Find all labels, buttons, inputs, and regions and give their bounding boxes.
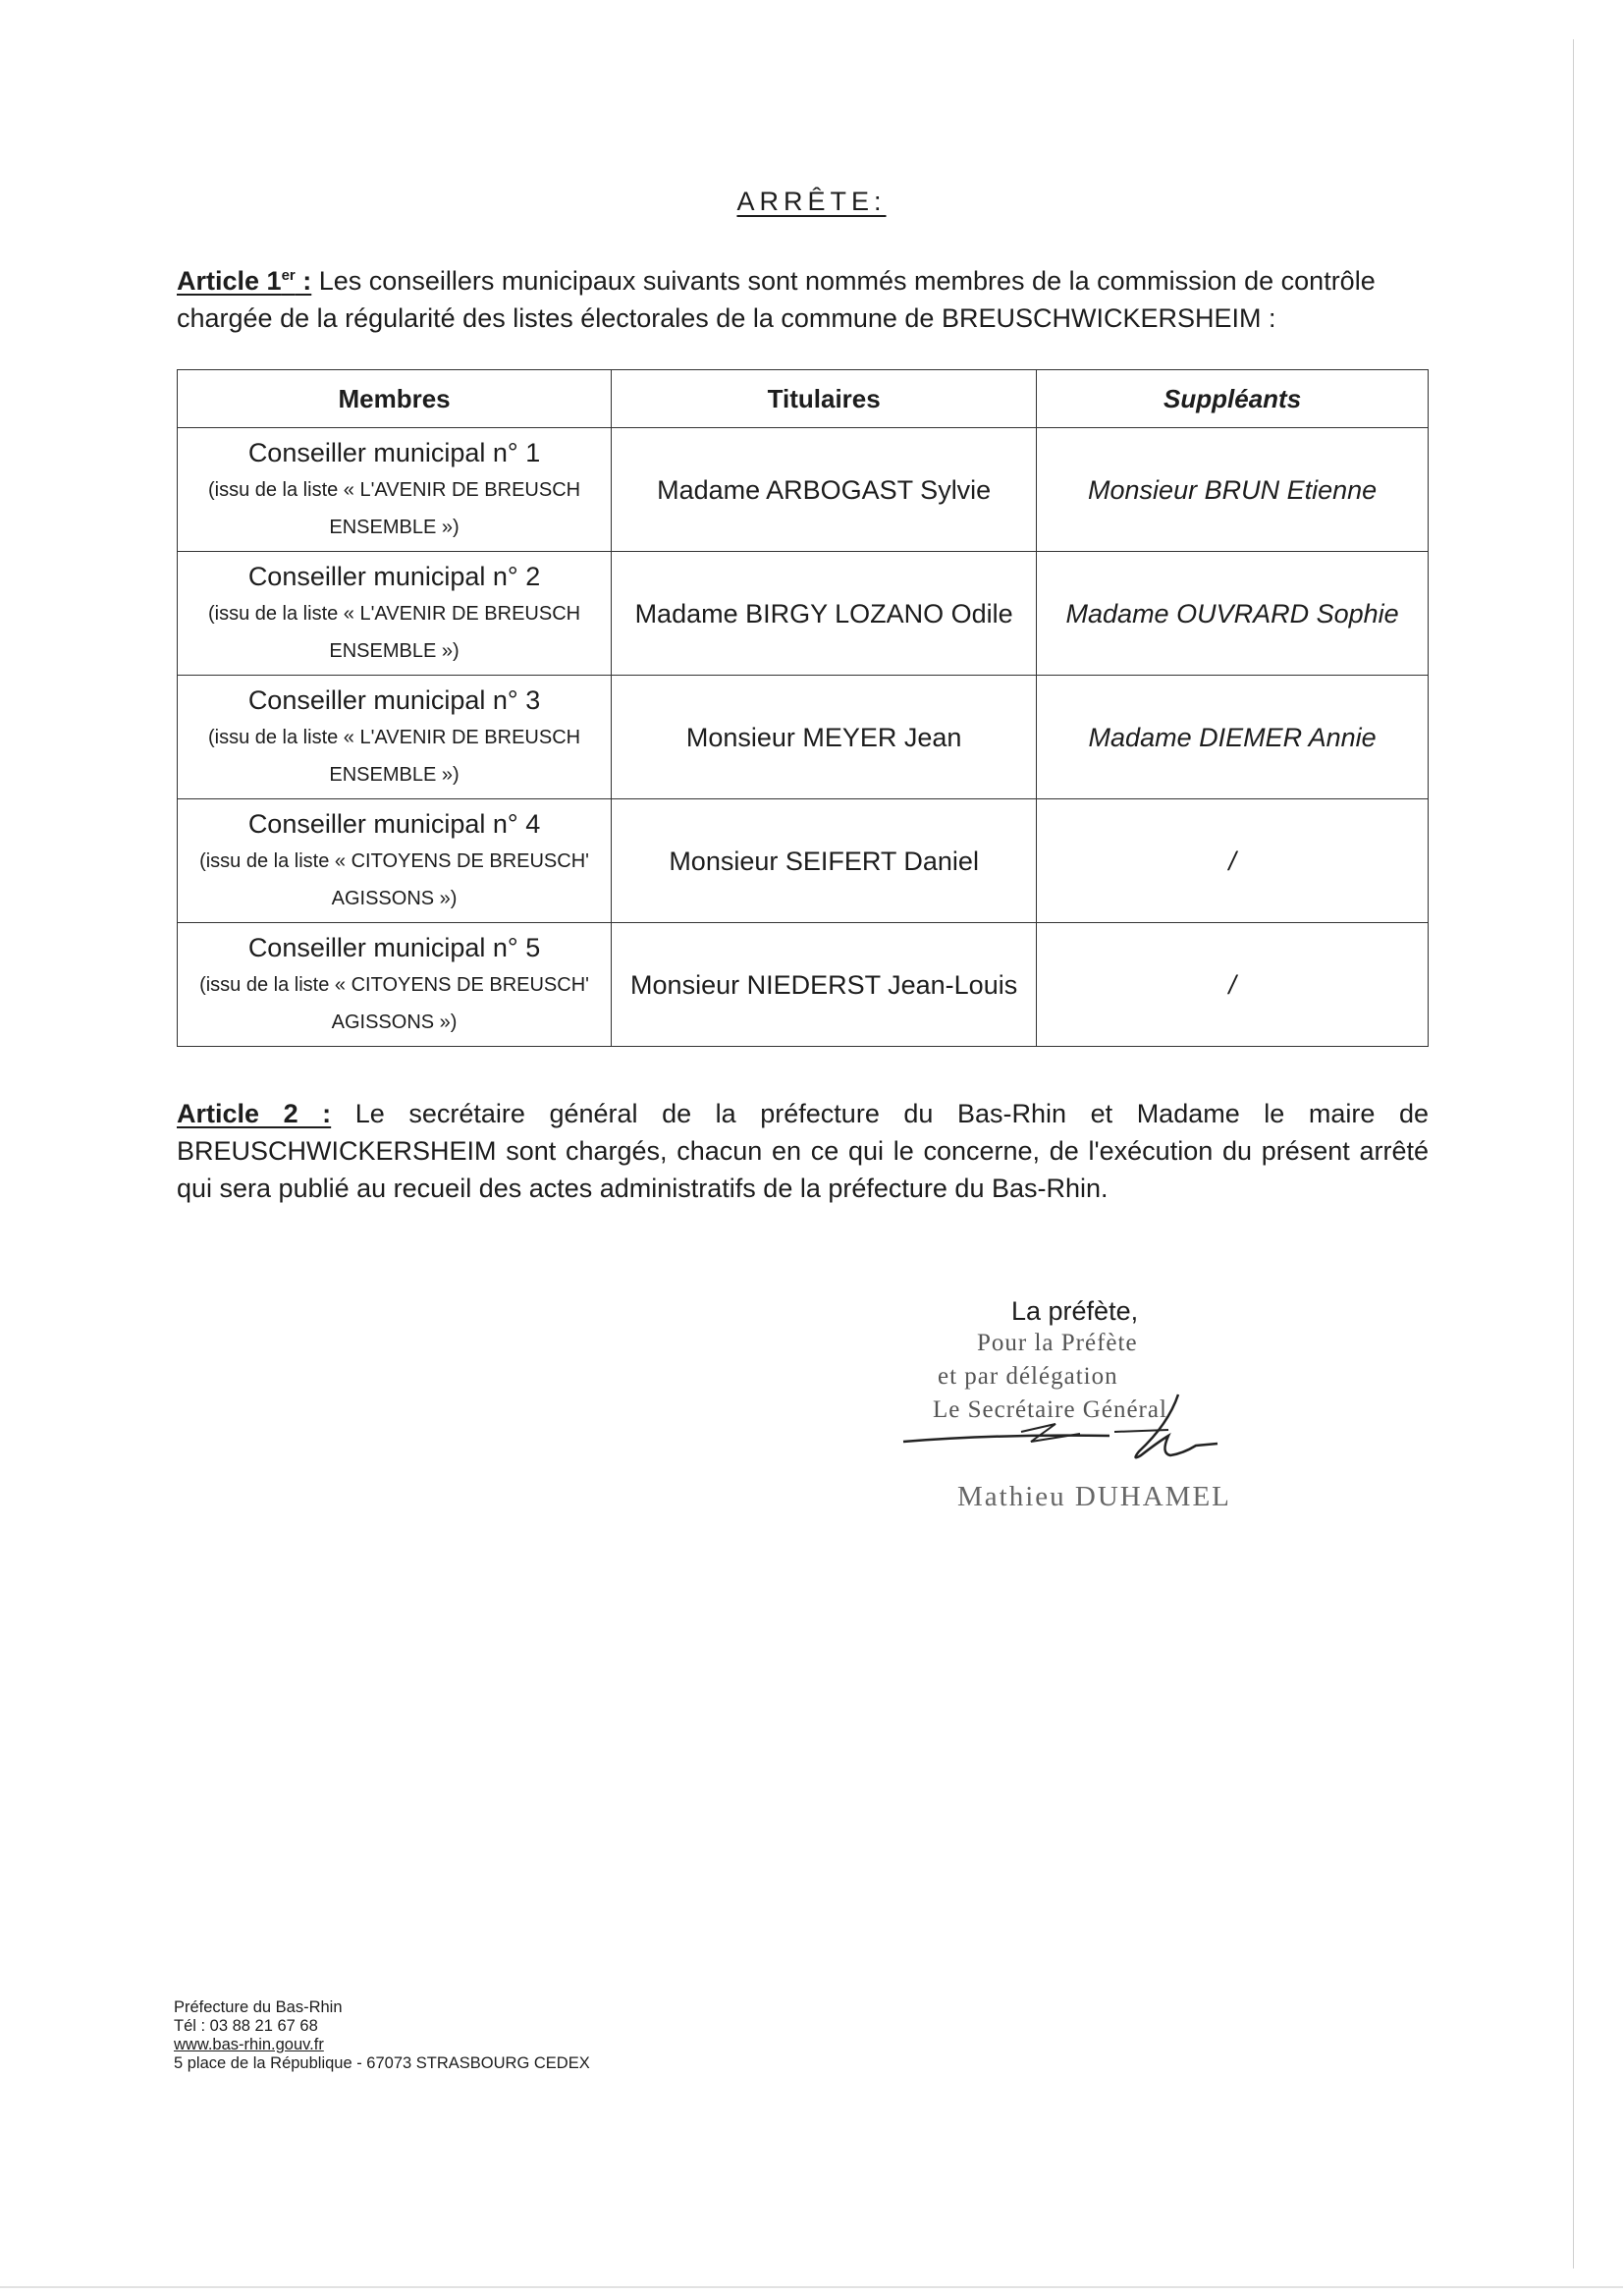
substitute-cell bbox=[1037, 923, 1429, 1047]
article-1-text: Les conseillers municipaux suivants sont nommés membres de la commission de contrôle chargée de la régularité des listes électorales de la commune de BREUSCHWICKERSHEIM : bbox=[177, 266, 1376, 333]
member-cell bbox=[178, 799, 612, 923]
table-header-row bbox=[178, 370, 1429, 428]
table-row bbox=[178, 923, 1429, 1047]
members-table bbox=[177, 369, 1429, 1047]
stamp-line-1: Pour la Préfète bbox=[977, 1330, 1138, 1356]
header-titulaires: Titulaires bbox=[612, 370, 1037, 428]
scan-bottom-line bbox=[0, 2286, 1623, 2288]
scan-edge-line bbox=[1573, 39, 1574, 2269]
article-1-label-sup: er bbox=[281, 267, 296, 284]
article-1-label bbox=[177, 266, 311, 296]
footer-phone: Tél : 03 88 21 67 68 bbox=[174, 2017, 318, 2035]
substitute-name: Monsieur BRUN Etienne bbox=[1088, 474, 1378, 505]
footer-org: Préfecture du Bas-Rhin bbox=[174, 1998, 343, 2016]
table-row bbox=[178, 428, 1429, 552]
article-2 bbox=[177, 1095, 1429, 1207]
titular-name: Monsieur SEIFERT Daniel bbox=[669, 846, 979, 876]
member-title: Conseiller municipal n° 2 bbox=[247, 561, 541, 591]
substitute-cell bbox=[1037, 676, 1429, 799]
stamp-signatory-name: Mathieu DUHAMEL bbox=[957, 1481, 1231, 1512]
article-2-text: Le secrétaire général de la préfecture du Bas-Rhin et Madame le maire de BREUSCHWICKERSHEIM sont chargés, chacun en ce qui le concerne, de l'exécution du présent arrêté qui sera publié au recueil des actes administratifs de la préfecture du Bas-Rhin. bbox=[177, 1099, 1429, 1203]
member-cell bbox=[178, 552, 612, 676]
titular-name: Madame BIRGY LOZANO Odile bbox=[634, 598, 1013, 629]
member-cell bbox=[178, 676, 612, 799]
titular-name: Monsieur NIEDERST Jean-Louis bbox=[630, 969, 1018, 1000]
stamp-line-3: Le Secrétaire Général bbox=[933, 1396, 1167, 1423]
substitute-cell bbox=[1037, 428, 1429, 552]
member-cell bbox=[178, 923, 612, 1047]
heading-text: ARRÊTE: bbox=[736, 187, 887, 216]
substitute-cell bbox=[1037, 552, 1429, 676]
footer-contact bbox=[174, 1998, 590, 2073]
article-1-label-colon: : bbox=[295, 266, 312, 296]
member-list: (issu de la liste « L'AVENIR DE BREUSCH ENSEMBLE ») bbox=[207, 602, 581, 662]
titular-name: Monsieur MEYER Jean bbox=[685, 722, 962, 752]
stamp-line-2: et par délégation bbox=[938, 1363, 1118, 1390]
member-list: (issu de la liste « L'AVENIR DE BREUSCH ENSEMBLE ») bbox=[207, 726, 581, 786]
titular-cell bbox=[612, 552, 1037, 676]
substitute-cell bbox=[1037, 799, 1429, 923]
article-2-label: Article 2 : bbox=[177, 1099, 332, 1128]
signature-block bbox=[884, 1296, 1276, 1532]
member-title: Conseiller municipal n° 3 bbox=[247, 684, 541, 715]
member-title: Conseiller municipal n° 5 bbox=[247, 932, 541, 962]
article-1-label-text: Article 1 bbox=[177, 266, 282, 296]
member-list: (issu de la liste « L'AVENIR DE BREUSCH ENSEMBLE ») bbox=[207, 478, 581, 538]
article-1 bbox=[177, 257, 1429, 337]
member-list: (issu de la liste « CITOYENS DE BREUSCH' AGISSONS ») bbox=[199, 849, 589, 909]
substitute-name: / bbox=[1228, 969, 1236, 1000]
header-suppleants: Suppléants bbox=[1037, 370, 1429, 428]
table-row bbox=[178, 799, 1429, 923]
header-members: Membres bbox=[178, 370, 612, 428]
footer-website-link[interactable]: www.bas-rhin.gouv.fr bbox=[174, 2036, 324, 2053]
titular-cell bbox=[612, 428, 1037, 552]
titular-cell bbox=[612, 923, 1037, 1047]
footer-address: 5 place de la République - 67073 STRASBOURG CEDEX bbox=[174, 2054, 590, 2072]
table-row bbox=[178, 552, 1429, 676]
handwritten-signature bbox=[884, 1385, 1276, 1493]
member-title: Conseiller municipal n° 4 bbox=[247, 808, 541, 839]
substitute-name: Madame OUVRARD Sophie bbox=[1065, 598, 1399, 629]
titular-cell bbox=[612, 799, 1037, 923]
member-cell bbox=[178, 428, 612, 552]
signature-title: La préfète, bbox=[1011, 1296, 1139, 1326]
substitute-name: / bbox=[1228, 846, 1236, 876]
member-list: (issu de la liste « CITOYENS DE BREUSCH' AGISSONS ») bbox=[199, 973, 589, 1033]
titular-cell bbox=[612, 676, 1037, 799]
titular-name: Madame ARBOGAST Sylvie bbox=[657, 474, 992, 505]
table-row bbox=[178, 676, 1429, 799]
substitute-name: Madame DIEMER Annie bbox=[1088, 722, 1377, 752]
member-title: Conseiller municipal n° 1 bbox=[247, 437, 541, 467]
document-heading bbox=[0, 187, 1623, 217]
